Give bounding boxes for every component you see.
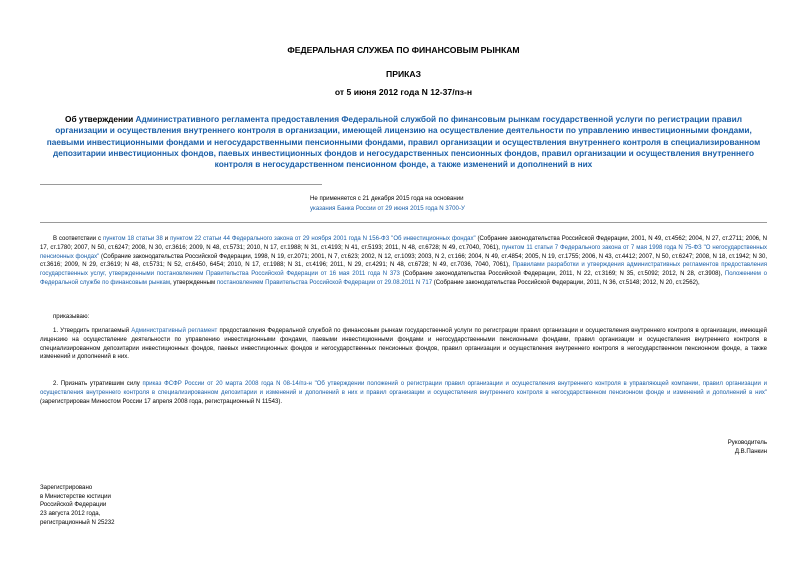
resolution-link-717[interactable]: постановлением Правительства Российской Федерации от 29.08.2011 N 717	[216, 279, 433, 286]
preamble-text: В соответствии с	[53, 236, 103, 242]
divider-short	[40, 184, 322, 185]
law-link-art38[interactable]: пунктом 18 статьи 38	[102, 236, 163, 242]
fsfr-regulation-link[interactable]: Положением о Федеральной службе по финансовым рынкам	[40, 271, 767, 286]
registration-line: в Министерстве юстиции	[40, 492, 111, 500]
law-link-156fz[interactable]: пунктом 22 статьи 44 Федерального закона от 29 ноября 2001 года N 156-ФЗ "Об инвестиционных фондах"	[170, 236, 476, 242]
doc-type-heading: ПРИКАЗ	[386, 69, 421, 79]
signature-name: Д.В.Панкин	[734, 447, 767, 455]
doc-date-number: от 5 июня 2012 года N 12-37/пз-н	[334, 87, 473, 97]
registration-line: Российской Федерации	[40, 501, 107, 509]
status-note-line1: Не применяется с 21 декабря 2015 года на основании	[310, 195, 464, 202]
item-1-paragraph	[40, 327, 767, 362]
item-2-paragraph	[40, 380, 767, 406]
repealed-order-link[interactable]: приказ ФСФР России от 20 марта 2008 года N 08-14/пз-н "Об утверждении положений о регистрации правил организации и осуществления внутреннего контроля в управляющей компании, правил организации и осуществления внутреннего контроля в специализированном депозитарии и изменений и дополнений в них и правил организации и осуществления внутреннего контроля в негосударственном пенсионном фонде и изменений и дополнений в них"	[40, 381, 767, 396]
title-regulation-link[interactable]: Административного регламента предоставления Федеральной службой по финансовым рынкам государственной услуги по регистрации правил организации и осуществления внутреннего контроля в организации, имеющей лицензию на осуществление деятельности по управлению инвестиционными фондами, паевыми инвестиционными фондами и негосударственными пенсионными фондами, правил организации и осуществления внутреннего контроля в специализированном депозитарии инвестиционных фондов, паевых инвестиционных фондов и негосударственных пенсионных фондов, правил организации и осуществления внутреннего контроля в негосударственном пенсионном фонде, а также изменений и дополнений в них	[46, 114, 761, 170]
preamble-text: (Собрание законодательства Российской Федерации, 2001, N 49, ст.4562; 2004, N 27, ст.2711; 2006, N 17, ст.1780; 2007, N 50, ст.6247; 2008, N 30, ст.3616; 2009, N 48, ст.5731; 2010, N 17, ст.1988; N 31, ст.4193; N 41, ст.5193; 2011, N 48, ст.6728; N 49, ст.7040, 7061),	[40, 236, 767, 251]
registration-line: Зарегистрировано	[40, 484, 93, 491]
preamble-text: (Собрание законодательства Российской Федерации, 2011, N 36, ст.5148; 2012, N 20, ст.2562),	[432, 279, 700, 286]
registration-block	[40, 484, 115, 528]
item-2-text: (зарегистрирован Минюстом России 17 апреля 2008 года, регистрационный N 11543).	[40, 398, 283, 405]
signature-block	[600, 439, 767, 456]
divider-long	[40, 222, 767, 223]
agency-heading: ФЕДЕРАЛЬНАЯ СЛУЖБА ПО ФИНАНСОВЫМ РЫНКАМ	[287, 45, 520, 55]
admin-regulation-link[interactable]: Административный регламент	[131, 328, 218, 334]
preamble-paragraph	[40, 235, 767, 288]
registration-line: регистрационный N 25232	[40, 518, 115, 526]
registration-line: 23 августа 2012 года,	[40, 510, 101, 518]
order-word: приказываю:	[53, 313, 90, 320]
preamble-text: и	[162, 236, 171, 242]
item-2-text: 2. Признать утратившим силу	[53, 381, 143, 387]
preamble-text: (Собрание законодательства Российской Федерации, 1998, N 19, ст.2071; 2001, N 7, ст.623; 2002, N 12, ст.1093; 2003, N 2, ст.166; 2004, N 49, ст.4854; 2005, N 19, ст.1755; 2006, N 43, ст.4412; 2007, N 50, ст.6247; 2008, N 18, ст.1942; N 30, ст.3616; 2009, N 29, ст.3619; N 48, ст.5731; N 52, ст.6450, 6454; 2010, N 17, ст.1988; N 31, ст.4196; 2011, N 29, ст.4291; N 48, ст.6728; N 49, ст.7036, 7040, 7061),	[40, 253, 767, 269]
status-note-link[interactable]: указания Банка России от 29 июня 2015 года N 3700-У	[310, 204, 465, 212]
item-1-text: 1. Утвердить прилагаемый	[53, 328, 132, 334]
law-link-75fz[interactable]: пунктом 11 статьи 7 Федерального закона от 7 мая 1998 года N 75-ФЗ "О негосударственных пенсионных фондах"	[40, 244, 767, 260]
signature-position: Руководитель	[727, 439, 767, 446]
item-1-text: предоставления Федеральной службой по финансовым рынкам государственной услуги по регистрации правил организации и осуществления внутреннего контроля в организации, имеющей лицензию на осуществление деятельности по управлению инвестиционными фондами, паевыми инвестиционными фондами и негосударственными пенсионными фондами, правил организации и осуществления внутреннего контроля в специализированном депозитарии инвестиционных фондов, паевых инвестиционных фондов и негосударственных пенсионных фондов, правил организации и осуществления внутреннего контроля в негосударственном пенсионном фонде, а также изменений и дополнений в них.	[40, 328, 767, 361]
document-title	[40, 114, 767, 170]
status-note	[310, 194, 465, 213]
rules-link-373[interactable]: Правилами разработки и утверждения административных регламентов предоставления государственных услуг, утвержденными постановлением Правительства Российской Федерации от 16 мая 2011 года N 373	[40, 262, 767, 277]
preamble-text: (Собрание законодательства Российской Федерации, 2011, N 22, ст.3169; N 35, ст.5092; 2012, N 28, ст.3908),	[399, 271, 725, 277]
title-prefix: Об утверждении	[65, 114, 136, 124]
preamble-text: , утвержденным	[170, 279, 217, 286]
